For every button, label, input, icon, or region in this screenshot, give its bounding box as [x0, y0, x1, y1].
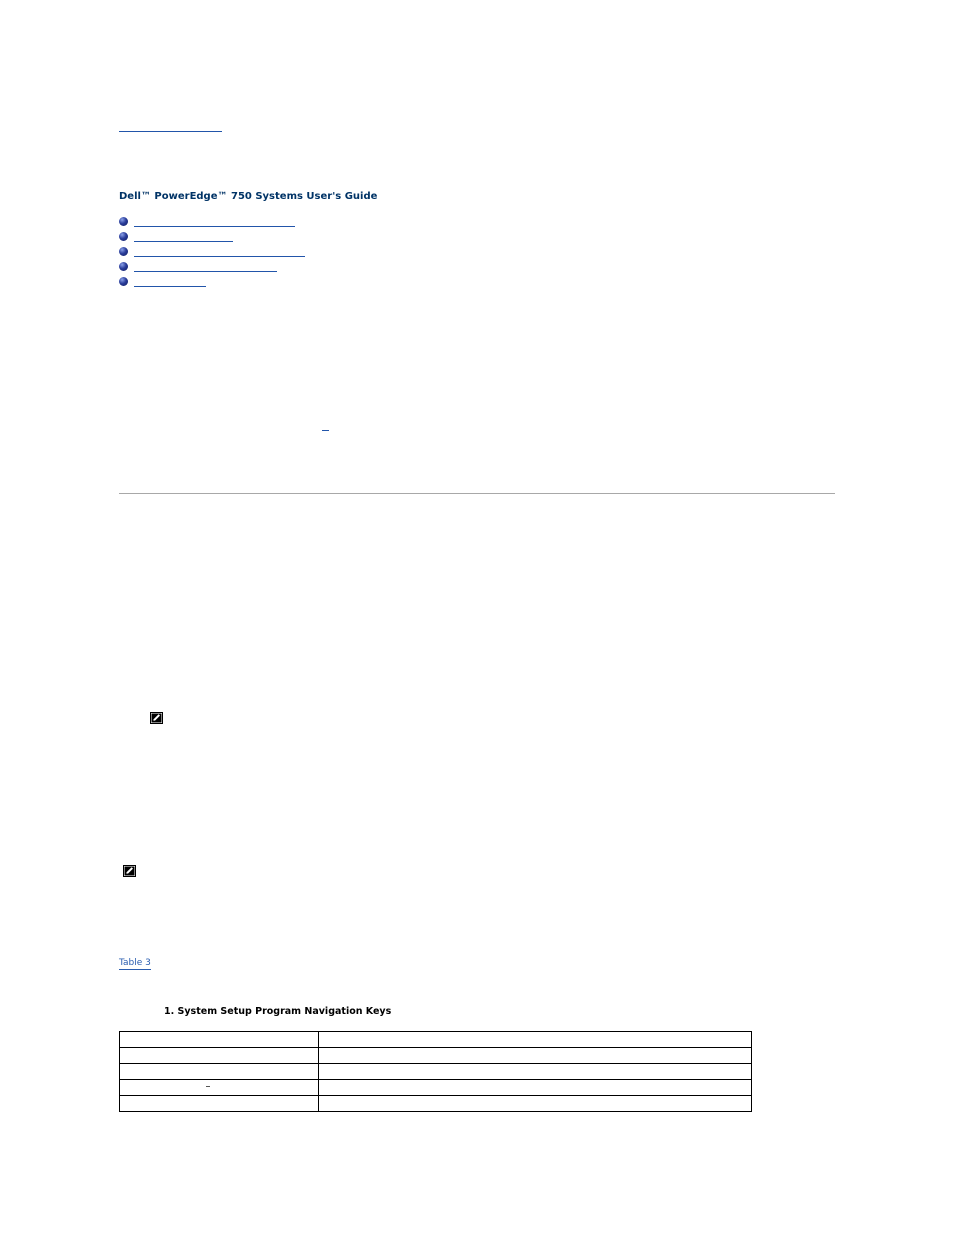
toc-link[interactable] [134, 241, 233, 242]
toc-link[interactable] [134, 286, 206, 287]
note-pencil-icon [123, 865, 136, 877]
toc-item[interactable] [119, 244, 305, 259]
table-cell [120, 1096, 319, 1112]
bullet-sphere-icon [119, 277, 128, 286]
toc-item[interactable] [119, 214, 305, 229]
table-cell [319, 1080, 752, 1096]
table-caption: 1. System Setup Program Navigation Keys [164, 1006, 392, 1017]
toc-list [119, 214, 305, 289]
toc-link[interactable] [134, 256, 305, 257]
table-reference-link[interactable]: Table 3 [119, 958, 151, 968]
table-row [120, 1096, 752, 1112]
top-link[interactable] [119, 131, 222, 132]
table-row [120, 1080, 752, 1096]
table-cell [319, 1032, 752, 1048]
table-row [120, 1032, 752, 1048]
guide-title: Dell™ PowerEdge™ 750 Systems User's Guide [119, 191, 378, 202]
cell-mark [206, 1086, 210, 1087]
table-cell [319, 1064, 752, 1080]
table-row [120, 1064, 752, 1080]
navigation-keys-table [119, 1031, 752, 1112]
note-pencil-icon [150, 712, 163, 724]
toc-link[interactable] [134, 271, 277, 272]
toc-link[interactable] [134, 226, 295, 227]
table-cell [120, 1080, 319, 1096]
table-cell [120, 1064, 319, 1080]
table-row [120, 1048, 752, 1064]
table-cell [120, 1032, 319, 1048]
section-divider [119, 493, 835, 494]
toc-item[interactable] [119, 274, 305, 289]
bullet-sphere-icon [119, 217, 128, 226]
table-cell [319, 1096, 752, 1112]
toc-item[interactable] [119, 229, 305, 244]
table-cell [120, 1048, 319, 1064]
page-bottom-mask [117, 1120, 757, 1235]
table-cell [319, 1048, 752, 1064]
toc-item[interactable] [119, 259, 305, 274]
bullet-sphere-icon [119, 247, 128, 256]
bullet-sphere-icon [119, 262, 128, 271]
bullet-sphere-icon [119, 232, 128, 241]
inline-link[interactable] [322, 430, 329, 431]
